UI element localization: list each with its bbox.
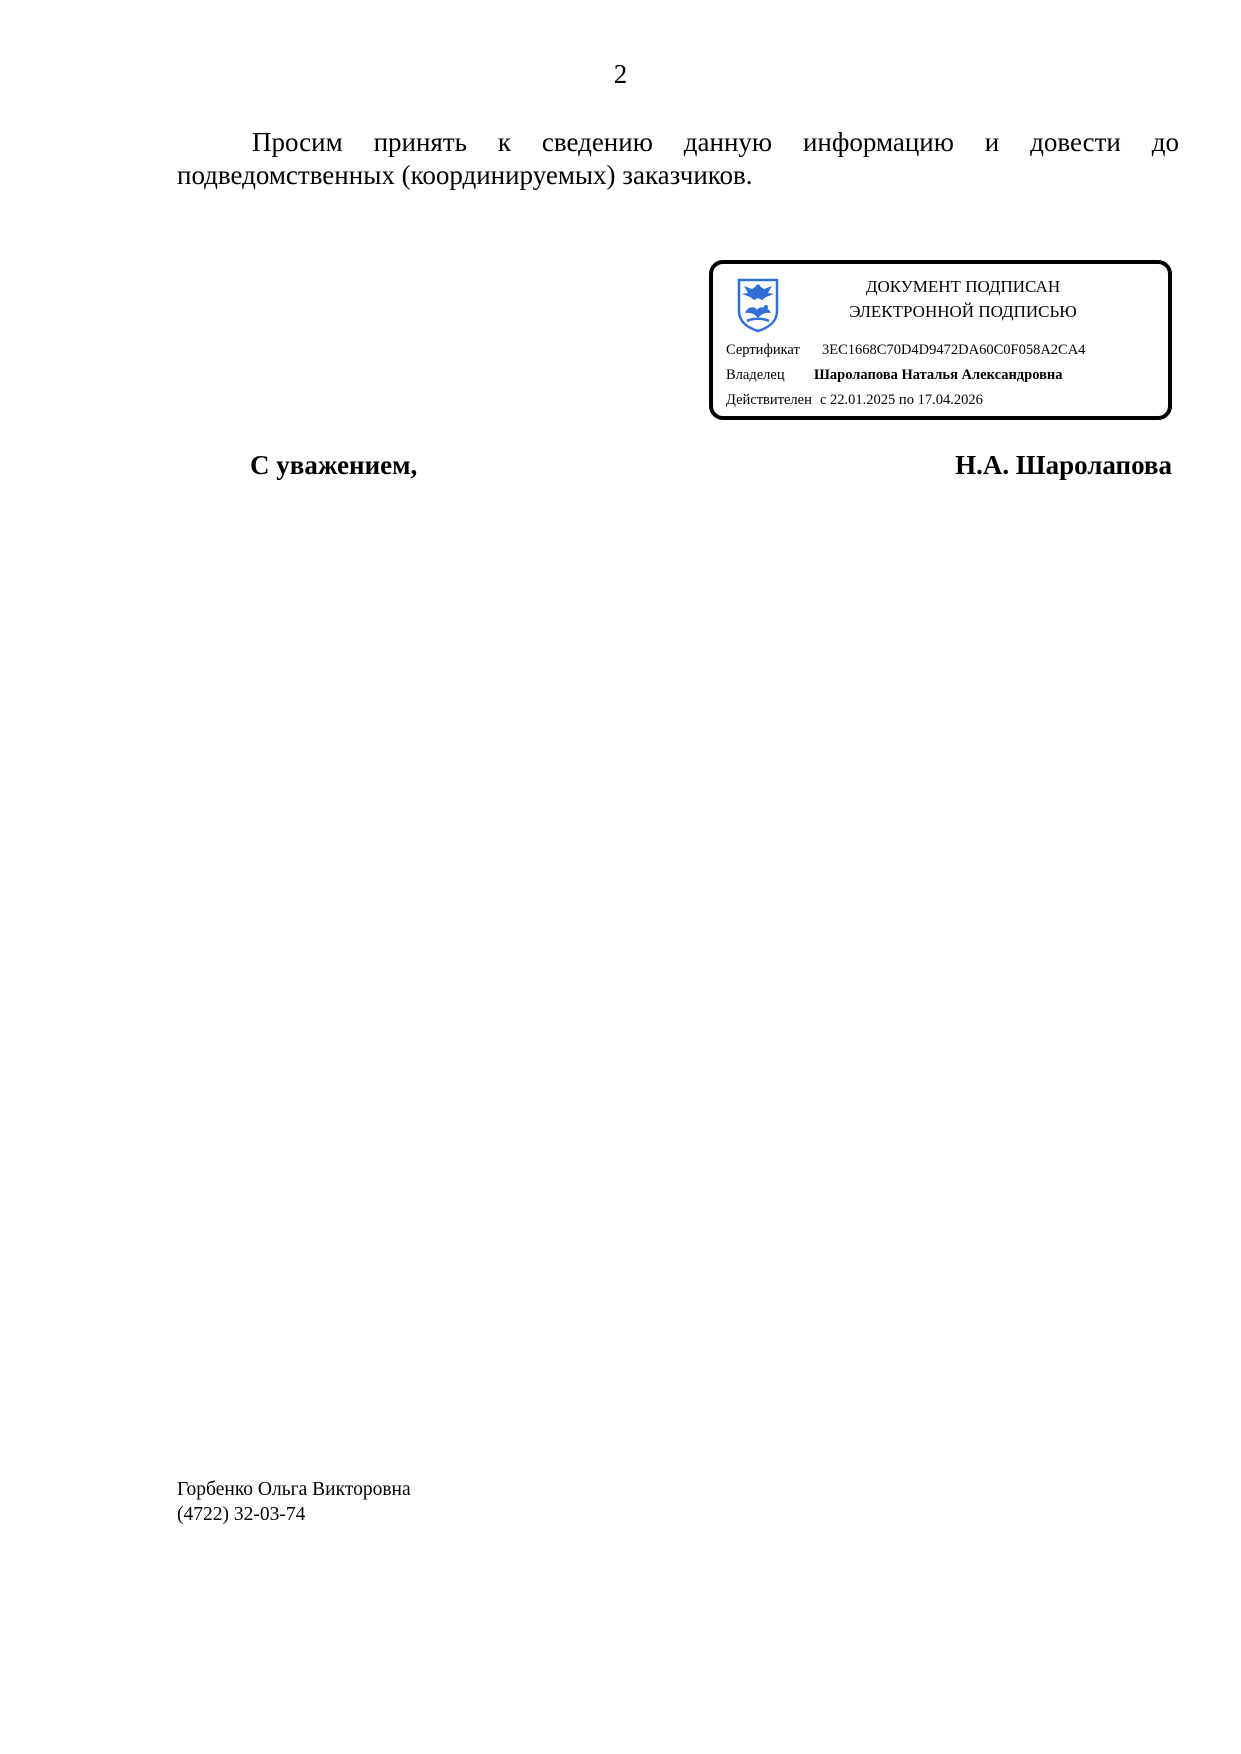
executor-block <box>177 1477 411 1527</box>
validity-value: с 22.01.2025 по 17.04.2026 <box>820 392 983 408</box>
coat-of-arms-icon <box>735 277 781 333</box>
page-number: 2 <box>613 59 628 89</box>
validity-label: Действителен <box>726 392 812 408</box>
signer-name: Н.А. Шаролапова <box>955 450 1172 480</box>
closing-salutation: С уважением, <box>250 450 418 480</box>
certificate-label: Сертификат <box>726 342 800 358</box>
stamp-title-line-2: ЭЛЕКТРОННОЙ ПОДПИСЬЮ <box>849 302 1077 321</box>
stamp-title <box>813 274 1113 324</box>
executor-phone: (4722) 32-03-74 <box>177 1504 306 1525</box>
stamp-title-line-1: ДОКУМЕНТ ПОДПИСАН <box>865 277 1061 296</box>
validity-row <box>726 390 983 410</box>
owner-row <box>726 365 1063 385</box>
certificate-row <box>726 340 1086 360</box>
body-paragraph: Просим принять к сведению данную информацию и довести до подведомственных (координируемых) заказчиков. <box>177 127 1179 190</box>
certificate-value: 3EC1668C70D4D9472DA60C0F058A2CA4 <box>822 342 1086 358</box>
electronic-signature-stamp <box>709 260 1172 420</box>
executor-name: Горбенко Ольга Викторовна <box>177 1479 411 1500</box>
owner-label: Владелец <box>726 367 785 383</box>
owner-value: Шаролапова Наталья Александровна <box>814 367 1063 383</box>
